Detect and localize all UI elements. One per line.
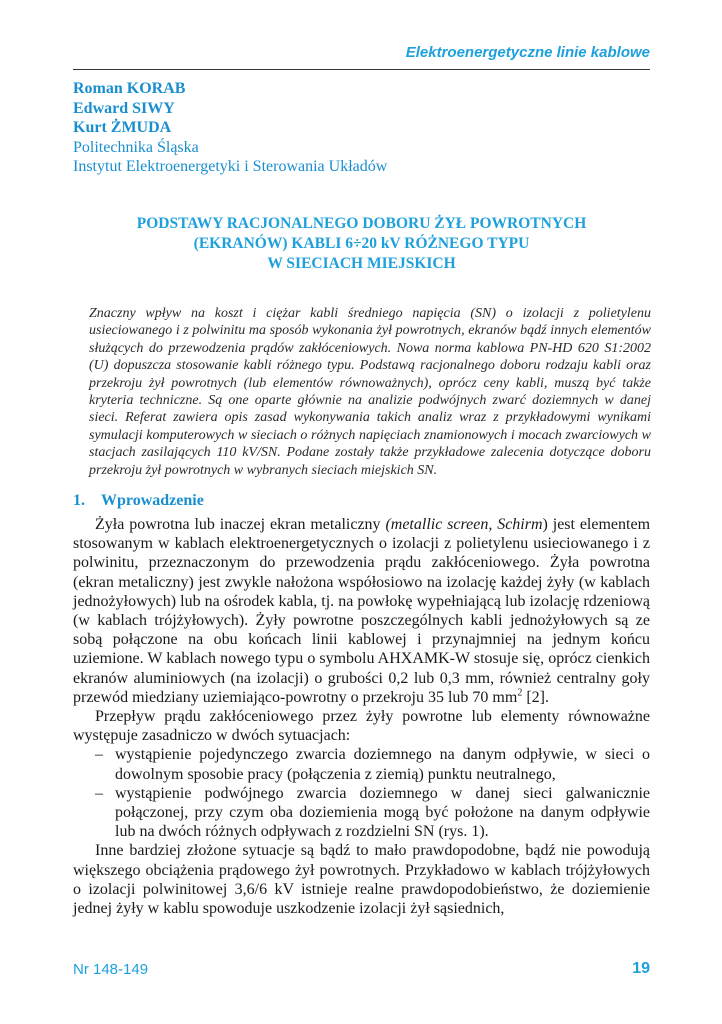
paragraph-text: ) jest elementem stosowanym w kablach elektroenergetycznych o izolacji z polietylenu usieciowanego i z polwinitu, przeznaczonym do przewodzenia prądu zakłóceniowego. Żyła powrotna (ekran metaliczny) jest zwykle nałożona współosiowo na izolację każdej żyły (w kablach jednożyłowych) lub na ośrodek kabla, tj. na powłokę wypełniającą lub izolację rdzeniową (w kablach trójżyłowych). Żyły powrotne poszczególnych kabli jednożyłowych są ze sobą połączone na obu końcach linii kablowej i przynajmniej na jednym końcu uziemione. W kablach nowego typu o symbolu AHXAMK-W stosuje się, oprócz cienkich ekranów aluminiowych (na izolacji) o grubości 0,2 lub 0,3 mm, również centralny goły przewód miedziany uziemiająco-powrotny o przekroju 35 lub 70 mm bbox=[73, 516, 651, 706]
title-line: PODSTAWY RACJONALNEGO DOBORU ŻYŁ POWROTNYCH bbox=[136, 215, 587, 232]
title-line: W SIECIACH MIEJSKICH bbox=[267, 255, 456, 272]
paragraph-italic: (metallic screen, Schirm bbox=[385, 516, 543, 533]
author-name: Kurt ŻMUDA bbox=[73, 119, 172, 136]
page-number: 19 bbox=[632, 960, 650, 977]
author-name: Roman KORAB bbox=[73, 80, 186, 97]
section-heading bbox=[73, 492, 204, 510]
section-number: 1. bbox=[73, 492, 85, 509]
list-dash: – bbox=[95, 784, 103, 802]
paragraph: Przepływ prądu zakłóceniowego przez żyły powrotne lub elementy równoważne występuje zasadniczo w dwóch sytuacjach: bbox=[73, 708, 650, 745]
affiliation-university: Politechnika Śląska bbox=[73, 138, 199, 156]
paragraph bbox=[73, 515, 650, 707]
list-item-text: wystąpienie pojedynczego zwarcia doziemnego na danym odpływie, w sieci o dowolnym sposobie pracy (połączenia z ziemią) punktu neutralnego, bbox=[115, 746, 650, 783]
running-header: Elektroenergetyczne linie kablowe bbox=[405, 44, 650, 61]
list-item bbox=[73, 745, 650, 783]
paragraph-text: [2]. bbox=[522, 688, 549, 706]
author-name: Edward SIWY bbox=[73, 99, 175, 117]
title-line: (EKRANÓW) KABLI 6÷20 kV RÓŻNEGO TYPU bbox=[193, 235, 530, 252]
author-block bbox=[73, 79, 633, 177]
list-item-text: wystąpienie podwójnego zwarcia doziemnego w danej sieci galwanicznie połączonej, przy czym oba doziemienia mogą być położone na danym odpływie lub na dwóch różnych odpływach z rozdzielni SN (rys. 1). bbox=[115, 784, 650, 841]
list-dash: – bbox=[95, 746, 103, 764]
abstract: Znaczny wpływ na koszt i ciężar kabli średniego napięcia (SN) o izolacji z polietylenu usieciowanego i z polwinitu ma sposób wykonania żył powrotnych, ekranów bądź innych elementów służących do przewodzenia prądów zakłóceniowych. Nowa norma kablowa PN-HD 620 S1:2002 (U) dopuszcza stosowanie kabli różnego typu. Podstawą racjonalnego doboru rodzaju kabli oraz przekroju żył powrotnych (lub elementów równoważnych), oprócz ceny kabli, muszą być także kryteria techniczne. Są one oparte głównie na analizie podwójnych zwarć doziemnych w danej sieci. Referat zawiera opis zasad wykonywania takich analiz wraz z przykładowymi wynikami symulacji komputerowych w sieciach o różnych napięciach znamionowych i mocach zwarciowych w stacjach zasilających 110 kV/SN. Podane zostały także przykładowe zalecenia dotyczące doboru przekroju żył powrotnych w wybranych sieciach miejskich SN. bbox=[89, 306, 651, 478]
paper-title bbox=[73, 214, 650, 274]
body-text bbox=[73, 515, 650, 918]
section-title: Wprowadzenie bbox=[101, 492, 204, 509]
paragraph-text: Żyła powrotna lub inaczej ekran metaliczny bbox=[95, 516, 386, 533]
header-rule bbox=[73, 69, 650, 70]
list-item bbox=[73, 784, 650, 842]
superscript: 2 bbox=[517, 687, 523, 699]
affiliation-institute: Instytut Elektroenergetyki i Sterowania Układów bbox=[73, 158, 388, 175]
issue-number: Nr 148-149 bbox=[73, 961, 149, 978]
paragraph: Inne bardziej złożone sytuacje są bądź to mało prawdopodobne, bądź nie powodują większego obciążenia prądowego żył powrotnych. Przykładowo w kablach trójżyłowych o izolacji polwinitowej 3,6/6 kV istnieje realne prawdopodobieństwo, że doziemienie jednej żyły w kablu spowoduje uszkodzenie izolacji żył sąsiednich, bbox=[73, 842, 650, 918]
